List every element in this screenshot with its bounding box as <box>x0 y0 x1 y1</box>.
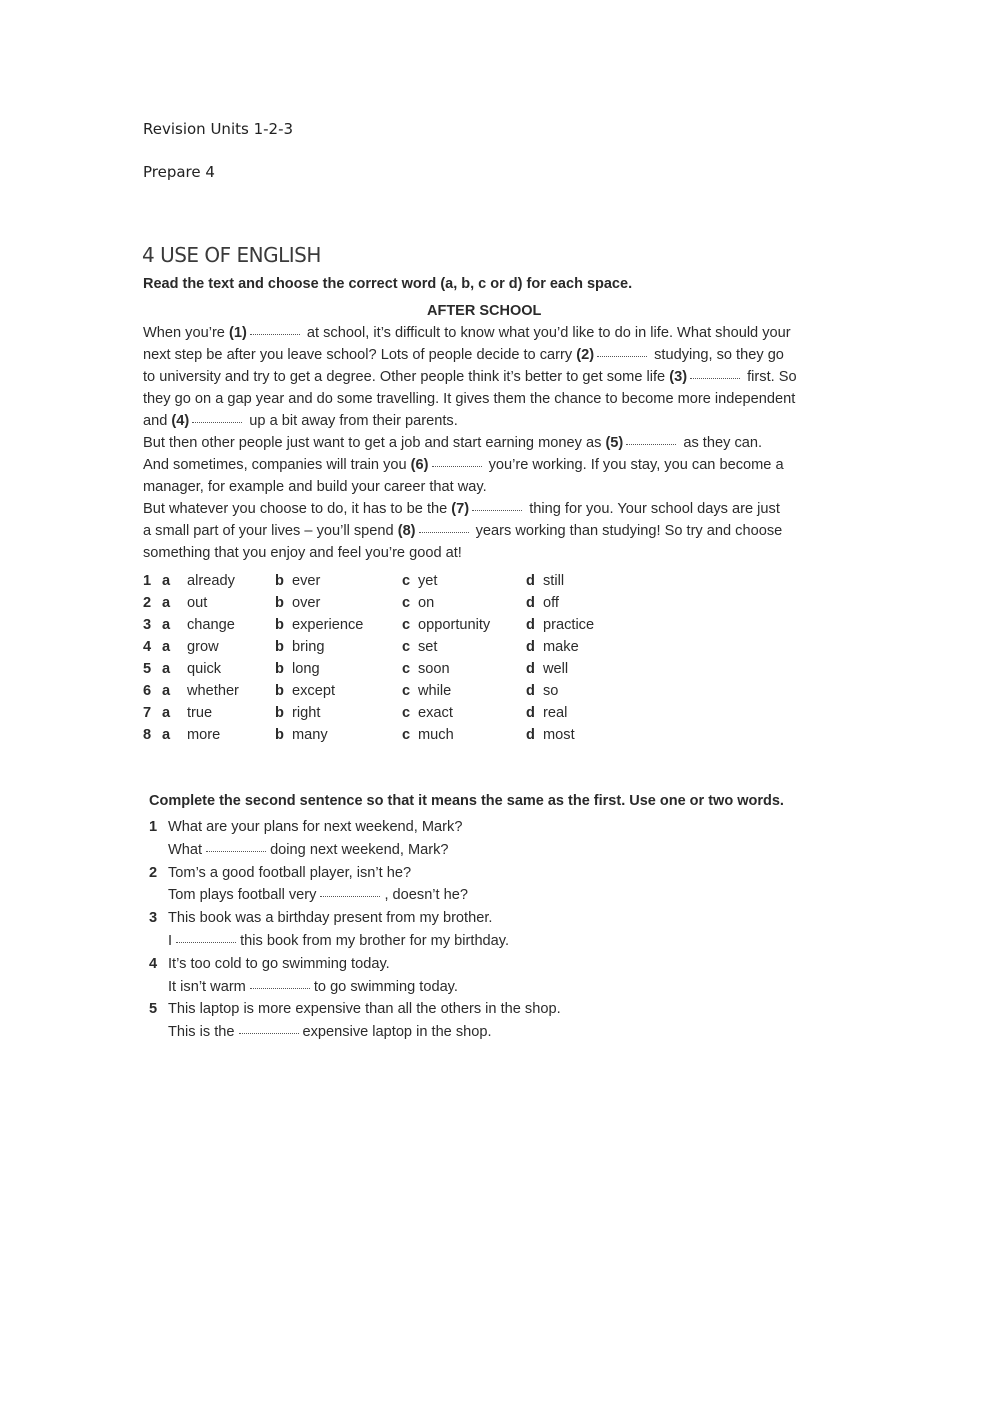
option-letter: d <box>526 705 535 721</box>
answer-blank[interactable] <box>419 531 469 533</box>
passage-text: thing for you. Your school days are just <box>525 501 780 517</box>
gap-number: (7) <box>451 501 470 517</box>
option-a[interactable]: grow <box>187 639 219 655</box>
option-b[interactable]: many <box>292 727 328 743</box>
question-number: 6 <box>143 683 152 699</box>
rewrite-sentence-row <box>149 1024 649 1047</box>
passage-line <box>143 366 843 388</box>
option-d[interactable]: real <box>543 705 568 721</box>
passage-text: And sometimes, companies will train you <box>143 457 411 473</box>
option-row <box>143 727 623 749</box>
item-number: 1 <box>149 819 158 835</box>
rewrite-end: this book from my brother for my birthday. <box>240 932 510 949</box>
item-number: 5 <box>149 1001 158 1018</box>
worksheet-title: Revision Units 1-2-3 <box>143 120 294 138</box>
passage-text: as they can. <box>679 435 763 451</box>
option-d[interactable]: so <box>543 683 559 699</box>
original-sentence-row <box>149 819 649 842</box>
option-letter: a <box>162 661 171 677</box>
answer-blank[interactable] <box>690 377 740 379</box>
gap-number: (1) <box>228 325 247 341</box>
passage-line <box>143 454 843 476</box>
option-a[interactable]: more <box>187 727 221 743</box>
option-letter: c <box>402 617 411 633</box>
passage-text: and <box>143 413 172 429</box>
option-row <box>143 617 623 639</box>
rewrite-sentence <box>168 842 449 858</box>
original-sentence-row <box>149 1001 649 1024</box>
option-d[interactable]: well <box>543 661 569 677</box>
passage-text: at school, it’s difficult to know what you’d like to do in life. What should your <box>302 325 791 341</box>
item-number: 3 <box>149 910 158 927</box>
option-letter: c <box>402 683 411 699</box>
answer-blank[interactable] <box>472 509 522 511</box>
original-sentence-row <box>149 910 649 933</box>
option-letter: b <box>275 639 284 655</box>
rewrite-end: to go swimming today. <box>313 978 458 995</box>
original-sentence: It’s too cold to go swimming today. <box>168 955 390 972</box>
option-letter: c <box>402 661 411 677</box>
rewrite-start: This is the <box>168 1024 235 1041</box>
gap-number: (3) <box>669 369 688 385</box>
option-letter: a <box>162 705 171 721</box>
option-letter: a <box>162 639 171 655</box>
passage-line <box>143 432 843 454</box>
question-number: 3 <box>143 617 152 633</box>
option-letter: c <box>402 705 411 721</box>
option-c[interactable]: exact <box>418 705 453 721</box>
option-letter: a <box>162 617 171 633</box>
transformation-list <box>149 819 649 1047</box>
worksheet-subtitle: Prepare 4 <box>143 163 215 181</box>
passage-line <box>143 498 843 520</box>
option-letter: d <box>526 595 535 611</box>
option-a[interactable]: already <box>187 573 235 589</box>
option-letter: c <box>402 573 411 589</box>
answer-blank[interactable] <box>239 1032 299 1034</box>
section-title: 4 USE OF ENGLISH <box>142 243 321 267</box>
option-letter: d <box>526 683 535 699</box>
option-letter: b <box>275 595 284 611</box>
option-letter: c <box>402 727 411 743</box>
passage-text: a small part of your lives – you’ll spend <box>143 523 398 539</box>
gap-number: (2) <box>576 347 595 363</box>
option-letter: d <box>526 639 535 655</box>
option-letter: b <box>275 617 284 633</box>
answer-blank[interactable] <box>597 355 647 357</box>
passage-line <box>143 410 843 432</box>
answer-blank[interactable] <box>192 421 242 423</box>
answer-blank[interactable] <box>626 443 676 445</box>
option-b[interactable]: long <box>292 661 320 677</box>
answer-blank[interactable] <box>432 465 482 467</box>
passage-text: you’re working. If you stay, you can become a <box>484 457 784 473</box>
option-b[interactable]: ever <box>292 573 321 589</box>
passage-text: next step be after you leave school? Lots of people decide to carry <box>143 347 577 363</box>
passage-line <box>143 476 843 498</box>
gap-number: (8) <box>397 523 416 539</box>
passage-line <box>143 388 843 410</box>
original-sentence: Tom’s a good football player, isn’t he? <box>168 864 412 881</box>
gap-number: (5) <box>605 435 624 451</box>
answer-blank[interactable] <box>176 941 236 943</box>
rewrite-end: expensive laptop in the shop. <box>302 1024 492 1041</box>
option-letter: a <box>162 727 171 743</box>
option-letter: d <box>526 573 535 589</box>
option-c[interactable]: set <box>418 639 438 655</box>
answer-blank[interactable] <box>250 987 310 989</box>
option-letter: b <box>275 573 284 589</box>
option-a[interactable]: out <box>187 595 208 611</box>
option-letter: b <box>275 661 284 677</box>
option-row <box>143 595 623 617</box>
option-b[interactable]: right <box>292 705 321 721</box>
option-c[interactable]: on <box>418 595 435 611</box>
passage-line <box>143 520 843 542</box>
option-letter: b <box>275 727 284 743</box>
passage-text: first. So <box>743 369 797 385</box>
reading-passage <box>143 322 843 564</box>
option-letter: c <box>402 595 411 611</box>
rewrite-sentence-row <box>149 979 649 1002</box>
option-row <box>143 639 623 661</box>
item-number: 2 <box>149 864 158 881</box>
option-c[interactable]: opportunity <box>418 617 491 633</box>
rewrite-start: What <box>168 841 203 858</box>
passage-text: studying, so they go <box>650 347 784 363</box>
rewrite-sentence-row <box>149 933 649 956</box>
rewrite-sentence <box>168 1024 492 1040</box>
passage-line <box>143 322 843 344</box>
option-d[interactable]: practice <box>543 617 595 633</box>
passage-text: But then other people just want to get a job and start earning money as <box>143 435 606 451</box>
rewrite-start: I <box>168 932 173 949</box>
option-a[interactable]: quick <box>187 661 222 677</box>
option-a[interactable]: true <box>187 705 213 721</box>
rewrite-end: doing next weekend, Mark? <box>270 841 449 858</box>
question-number: 4 <box>143 639 152 655</box>
option-d[interactable]: still <box>543 573 565 589</box>
answer-blank[interactable] <box>250 333 300 335</box>
option-b[interactable]: experience <box>292 617 364 633</box>
option-row <box>143 683 623 705</box>
passage-line <box>143 344 843 366</box>
rewrite-sentence-row <box>149 842 649 865</box>
option-row <box>143 573 623 595</box>
option-letter: b <box>275 683 284 699</box>
rewrite-end: , doesn’t he? <box>384 887 469 904</box>
exercise-instruction: Read the text and choose the correct word (a, b, c or d) for each space. <box>143 276 633 292</box>
option-c[interactable]: yet <box>418 573 438 589</box>
rewrite-sentence <box>168 933 509 949</box>
passage-text: they go on a gap year and do some travelling. It gives them the chance to become more independent <box>143 391 796 407</box>
rewrite-sentence-row <box>149 887 649 910</box>
passage-text: But whatever you choose to do, it has to be the <box>143 501 452 517</box>
option-b[interactable]: bring <box>292 639 325 655</box>
option-letter: c <box>402 639 411 655</box>
original-sentence-row <box>149 865 649 888</box>
passage-text: manager, for example and build your career that way. <box>143 479 487 495</box>
rewrite-sentence <box>168 979 458 995</box>
option-c[interactable]: much <box>418 727 454 743</box>
rewrite-start: It isn’t warm <box>168 978 246 995</box>
passage-text: to university and try to get a degree. Other people think it’s better to get some life <box>143 369 670 385</box>
option-row <box>143 661 623 683</box>
option-letter: d <box>526 727 535 743</box>
options-list <box>143 573 623 749</box>
option-d[interactable]: make <box>543 639 579 655</box>
gap-number: (4) <box>171 413 190 429</box>
option-a[interactable]: change <box>187 617 235 633</box>
option-letter: b <box>275 705 284 721</box>
option-d[interactable]: off <box>543 595 559 611</box>
passage-text: years working than studying! So try and choose <box>471 523 783 539</box>
option-letter: a <box>162 683 171 699</box>
option-b[interactable]: except <box>292 683 335 699</box>
rewrite-start: Tom plays football very <box>168 887 317 904</box>
answer-blank[interactable] <box>206 850 266 852</box>
option-letter: d <box>526 661 535 677</box>
passage-line <box>143 542 843 564</box>
original-sentence: This laptop is more expensive than all the others in the shop. <box>168 1001 561 1018</box>
option-c[interactable]: soon <box>418 661 450 677</box>
option-letter: a <box>162 595 171 611</box>
option-a[interactable]: whether <box>187 683 239 699</box>
option-c[interactable]: while <box>418 683 452 699</box>
passage-text: up a bit away from their parents. <box>245 413 458 429</box>
question-number: 5 <box>143 661 152 677</box>
item-number: 4 <box>149 955 158 972</box>
question-number: 7 <box>143 705 152 721</box>
answer-blank[interactable] <box>320 895 380 897</box>
option-row <box>143 705 623 727</box>
original-sentence: What are your plans for next weekend, Mark? <box>168 819 463 835</box>
passage-text: When you’re <box>143 325 229 341</box>
passage-text: something that you enjoy and feel you’re good at! <box>143 545 462 561</box>
option-letter: d <box>526 617 535 633</box>
option-d[interactable]: most <box>543 727 575 743</box>
rewrite-sentence <box>168 887 468 903</box>
transform-instruction: Complete the second sentence so that it means the same as the first. Use one or two words. <box>149 793 784 809</box>
original-sentence: This book was a birthday present from my brother. <box>168 910 493 927</box>
original-sentence-row <box>149 956 649 979</box>
question-number: 8 <box>143 727 152 743</box>
question-number: 2 <box>143 595 152 611</box>
question-number: 1 <box>143 573 152 589</box>
text-title: AFTER SCHOOL <box>427 303 542 319</box>
option-letter: a <box>162 573 171 589</box>
option-b[interactable]: over <box>292 595 321 611</box>
gap-number: (6) <box>410 457 429 473</box>
